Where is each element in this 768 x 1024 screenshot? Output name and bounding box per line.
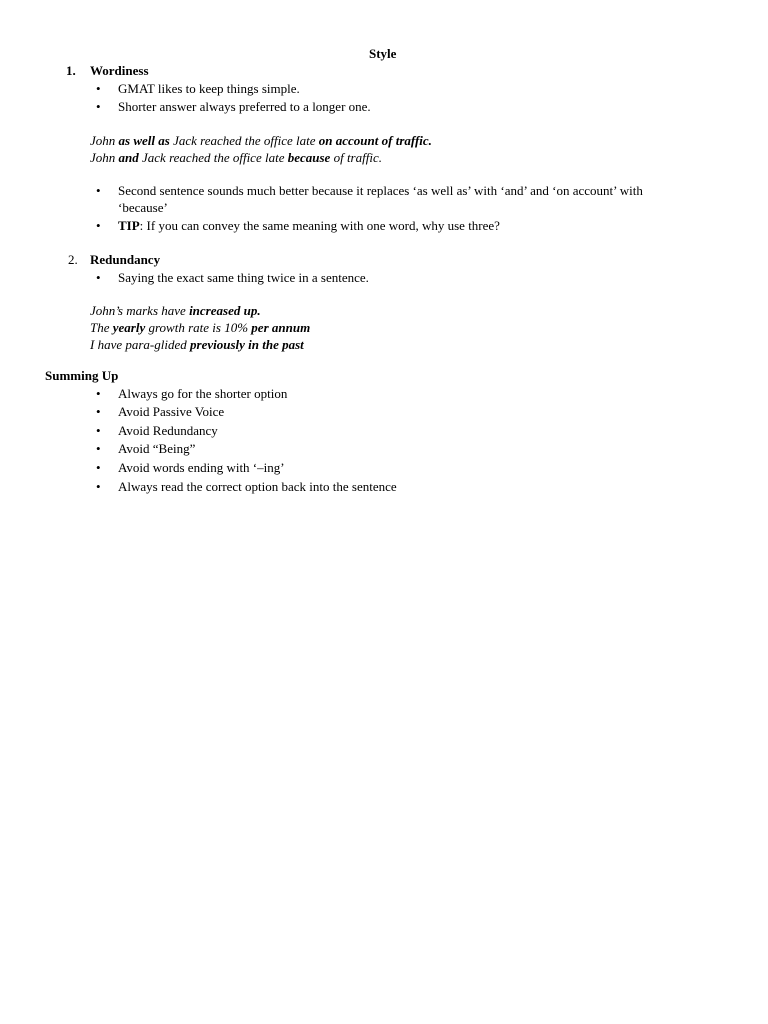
bullet-icon: •	[96, 218, 101, 233]
bullet-icon: •	[96, 270, 101, 285]
tip-text: : If you can convey the same meaning with one word, why use three?	[139, 218, 500, 233]
example-highlight: per annum	[251, 320, 311, 335]
summary-item: Avoid Passive Voice	[118, 404, 225, 419]
bullet-icon: •	[96, 479, 101, 494]
bullet-icon: •	[96, 386, 101, 401]
section-number-2: 2.	[68, 252, 78, 267]
wordiness-example-2	[90, 149, 382, 167]
example-text: growth rate is 10%	[145, 320, 252, 335]
wordiness-bullet-2: Shorter answer always preferred to a longer one.	[118, 99, 371, 114]
section-heading-redundancy: Redundancy	[90, 252, 161, 267]
example-highlight: as well as	[118, 133, 170, 148]
section-heading-wordiness: Wordiness	[90, 63, 149, 78]
example-highlight: yearly	[112, 320, 146, 335]
bullet-icon: •	[96, 183, 101, 198]
page-title: Style	[369, 46, 397, 61]
bullet-icon: •	[96, 423, 101, 438]
section-number-1: 1.	[66, 63, 76, 78]
example-text: of traffic.	[330, 150, 382, 165]
bullet-icon: •	[96, 81, 101, 96]
example-text: John’s marks have	[90, 303, 190, 318]
example-highlight: and	[118, 150, 139, 165]
wordiness-note-2	[118, 217, 500, 235]
summary-item: Avoid “Being”	[118, 441, 196, 456]
bullet-icon: •	[96, 404, 101, 419]
bullet-icon: •	[96, 441, 101, 456]
bullet-icon: •	[96, 99, 101, 114]
summary-item: Avoid Redundancy	[118, 423, 218, 438]
example-text: Jack reached the office late	[169, 133, 319, 148]
example-text: John	[90, 150, 119, 165]
example-text: Jack reached the office late	[138, 150, 288, 165]
example-text: John	[90, 133, 119, 148]
tip-label: TIP	[118, 218, 140, 233]
summary-item: Avoid words ending with ‘–ing’	[118, 460, 285, 475]
redundancy-example-2	[90, 319, 310, 337]
example-text: I have para-glided	[90, 337, 191, 352]
wordiness-example-1	[90, 132, 432, 150]
example-text: The	[90, 320, 113, 335]
example-highlight: increased up.	[189, 303, 261, 318]
example-highlight: because	[287, 150, 331, 165]
redundancy-example-1	[90, 302, 261, 320]
example-highlight: on account of traffic.	[318, 133, 432, 148]
wordiness-note-1-continuation: ‘because’	[118, 200, 168, 215]
summary-item: Always read the correct option back into the sentence	[118, 479, 397, 494]
redundancy-example-3	[90, 336, 304, 354]
summary-item: Always go for the shorter option	[118, 386, 288, 401]
example-highlight: previously in the past	[190, 337, 304, 352]
redundancy-bullet-1: Saying the exact same thing twice in a sentence.	[118, 270, 369, 285]
bullet-icon: •	[96, 460, 101, 475]
wordiness-bullet-1: GMAT likes to keep things simple.	[118, 81, 300, 96]
wordiness-note-1: Second sentence sounds much better because it replaces ‘as well as’ with ‘and’ and ‘on account’ with	[118, 183, 643, 198]
summary-heading: Summing Up	[45, 368, 119, 383]
